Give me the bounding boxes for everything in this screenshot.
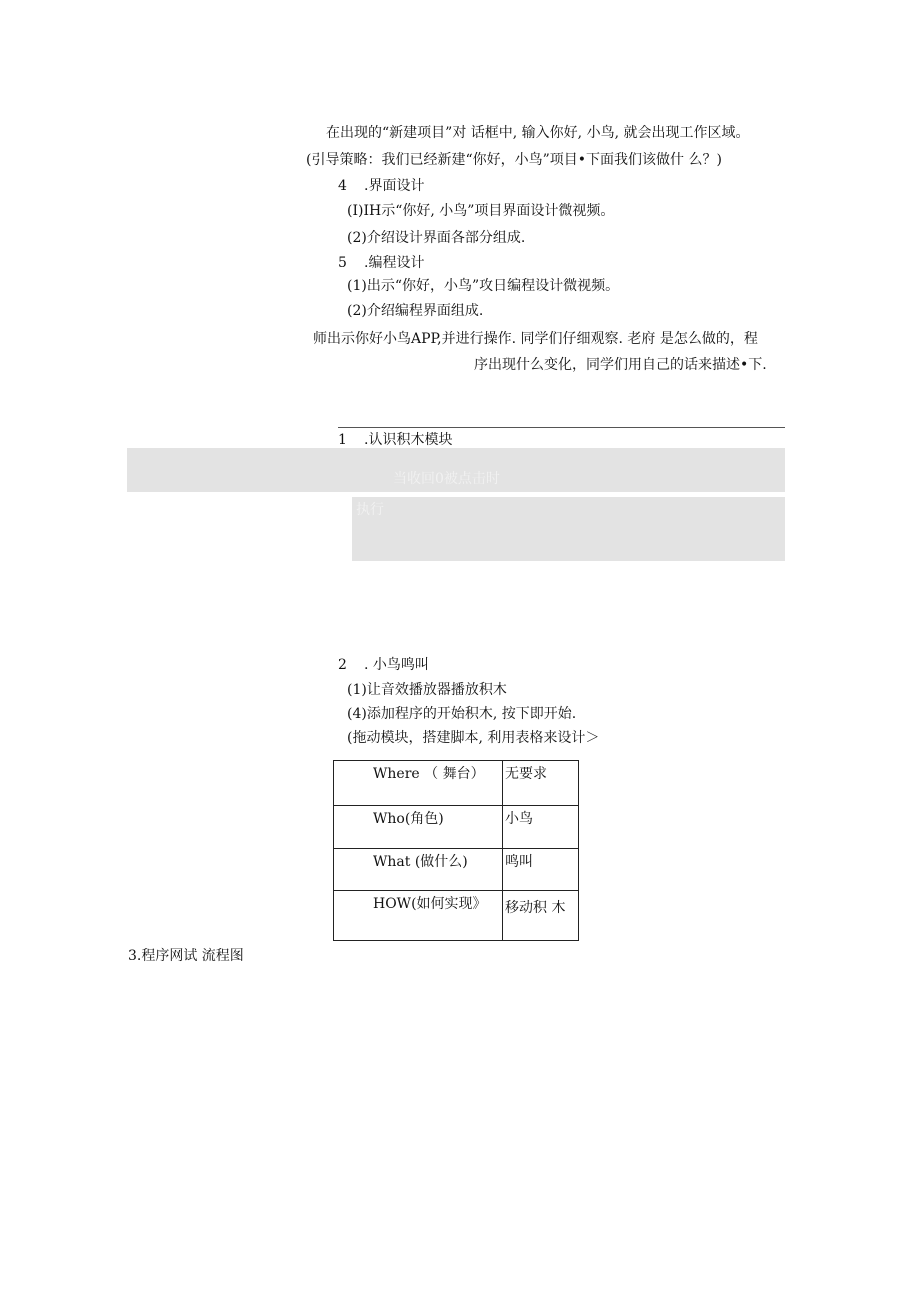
section-5-item-1: (1)出示“你好，小鸟”攻日编程设计微视频。 bbox=[347, 278, 620, 294]
code-block-when-clicked: 当收回0被点击时 bbox=[393, 471, 500, 487]
table-cell-value bbox=[503, 806, 579, 849]
section-4-heading bbox=[338, 177, 424, 195]
section-5-item-2: (2)介绍编程界面组成. bbox=[347, 303, 484, 319]
code-block-execute-band bbox=[352, 497, 785, 561]
table-cell-value bbox=[503, 849, 579, 891]
section-1-number: 1 bbox=[338, 432, 347, 448]
row-value-where: 无要求 bbox=[505, 766, 547, 782]
design-table bbox=[333, 760, 579, 941]
table-cell-label bbox=[334, 806, 503, 849]
paragraph-guide-strategy: (引导策略：我们已经新建“你好，小鸟”项目•下面我们该做什 么？) bbox=[306, 152, 722, 168]
section-2-number: 2 bbox=[338, 657, 347, 673]
section-2-title: . 小鸟鸣叫 bbox=[364, 657, 429, 673]
row-label-how: HOW(如何实现》 bbox=[373, 896, 487, 912]
section-1-heading bbox=[338, 431, 452, 449]
table-cell-value bbox=[503, 761, 579, 806]
section-2-heading bbox=[338, 656, 429, 674]
row-value-who: 小鸟 bbox=[505, 811, 533, 827]
section-1-title: .认识积木模块 bbox=[364, 432, 453, 448]
section-4-item-2: (2)介绍设计界面各部分组成. bbox=[347, 230, 526, 246]
table-row bbox=[334, 806, 579, 849]
section-2-item-3: (拖动模块，搭建脚本, 利用表格来设计＞ bbox=[347, 730, 600, 746]
row-label-what: What (做什么) bbox=[373, 854, 468, 870]
divider-rule bbox=[338, 427, 785, 428]
table-cell-value bbox=[503, 891, 579, 941]
section-4-title: .界面设计 bbox=[364, 178, 425, 194]
table-cell-label bbox=[334, 891, 503, 941]
table-cell-label bbox=[334, 849, 503, 891]
table-row bbox=[334, 849, 579, 891]
row-label-where: Where （ 舞台） bbox=[373, 766, 485, 782]
paragraph-teacher-demo: 师出示你好小鸟APP,并进行操作. 同学们仔细观察. 老府 是怎么做的，程 bbox=[313, 331, 758, 347]
section-4-number: 4 bbox=[338, 178, 347, 194]
row-value-how: 移动积 木 bbox=[505, 900, 566, 916]
section-3-heading: 3.程序网试 流程图 bbox=[128, 948, 244, 964]
table-row bbox=[334, 761, 579, 806]
table-row bbox=[334, 891, 579, 941]
row-label-who: Who(角色) bbox=[373, 811, 444, 827]
section-4-item-1: (I)IH示“你好, 小鸟”项目界面设计微视频。 bbox=[347, 203, 615, 219]
section-5-title: .编程设计 bbox=[364, 255, 425, 271]
section-5-number: 5 bbox=[338, 255, 347, 271]
section-2-item-2: (4)添加程序的开始积木, 按下即开始. bbox=[347, 706, 577, 722]
table-cell-label bbox=[334, 761, 503, 806]
paragraph-teacher-demo-continued: 序出现什么变化，同学们用自己的话来描述•下. bbox=[474, 357, 767, 373]
code-block-execute-label: 执行 bbox=[356, 502, 384, 518]
paragraph-new-project: 在出现的“新建项目”对 话框中, 输入你好, 小鸟, 就会出现工作区域。 bbox=[326, 125, 750, 141]
section-2-item-1: (1)让音效播放器播放积木 bbox=[347, 682, 507, 698]
section-5-heading bbox=[338, 254, 424, 272]
row-value-what: 鸣叫 bbox=[505, 854, 533, 870]
